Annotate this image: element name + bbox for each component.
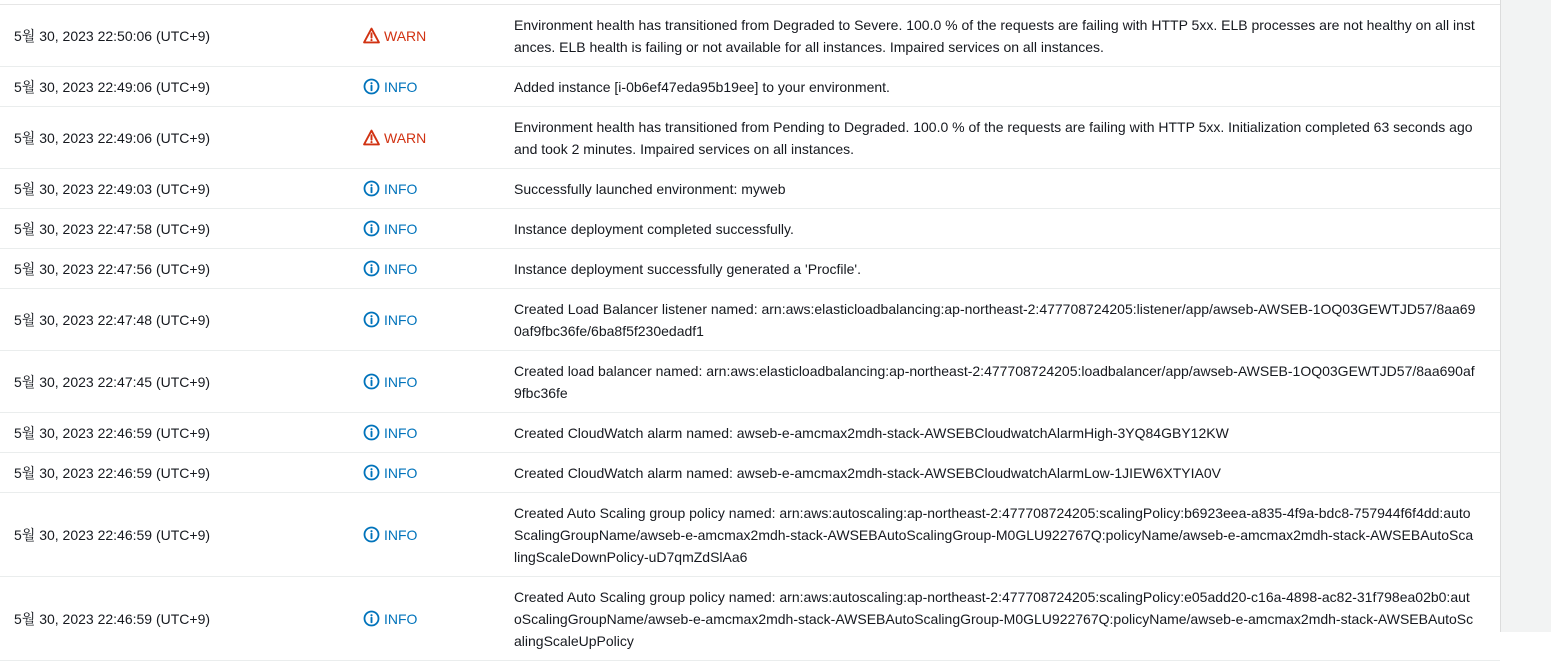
event-type-label: INFO (384, 220, 418, 237)
info-icon (363, 180, 380, 197)
event-type (363, 258, 514, 280)
warning-icon (363, 129, 380, 146)
event-type-label: INFO (384, 464, 418, 481)
event-type (363, 127, 514, 149)
event-details: Created Load Balancer listener named: arn:aws:elasticloadbalancing:ap-northeast-2:477708724205:listener/app/awseb-AWSEB-1OQ03GEWTJD57/8aa690af9fbc36fe/6ba8f5f230edadf1 (514, 300, 1476, 339)
event-row (0, 351, 1500, 413)
event-type-label: INFO (384, 424, 418, 441)
event-time: 5월 30, 2023 22:46:59 (UTC+9) (14, 464, 211, 481)
info-icon (363, 526, 380, 543)
event-time: 5월 30, 2023 22:49:03 (UTC+9) (14, 180, 211, 197)
event-time: 5월 30, 2023 22:46:59 (UTC+9) (14, 610, 211, 627)
event-time: 5월 30, 2023 22:46:59 (UTC+9) (14, 526, 211, 543)
event-details: Instance deployment successfully generated a 'Procfile'. (514, 260, 861, 277)
event-time: 5월 30, 2023 22:46:59 (UTC+9) (14, 424, 211, 441)
event-type-label: INFO (384, 610, 418, 627)
event-type (363, 76, 514, 98)
event-details: Successfully launched environment: myweb (514, 180, 786, 197)
event-details: Instance deployment completed successfully. (514, 220, 794, 237)
event-details: Created Auto Scaling group policy named: arn:aws:autoscaling:ap-northeast-2:477708724205:scalingPolicy:b6923eea-a835-4f9a-bdc8-757944f6f4dd:autoScalingGroupName/awseb-e-amcmax2mdh-stack-AWSEBAutoScalingGroup-M0GLU922767Q:policyName/awseb-e-amcmax2mdh-stack-AWSEBAutoScalingScaleDownPolicy-uD7qmZdSlAa6 (514, 504, 1474, 565)
event-type-label: INFO (384, 526, 418, 543)
event-time: 5월 30, 2023 22:47:58 (UTC+9) (14, 220, 211, 237)
event-type (363, 462, 514, 484)
event-type-label: WARN (384, 129, 427, 146)
event-time: 5월 30, 2023 22:50:06 (UTC+9) (14, 27, 211, 44)
event-row (0, 107, 1500, 169)
event-type (363, 371, 514, 393)
events-table-body (0, 5, 1500, 661)
info-icon (363, 311, 380, 328)
event-type-label: INFO (384, 260, 418, 277)
event-row (0, 453, 1500, 493)
warning-icon (363, 27, 380, 44)
event-time: 5월 30, 2023 22:47:48 (UTC+9) (14, 311, 211, 328)
event-type-label: INFO (384, 78, 418, 95)
event-time: 5월 30, 2023 22:49:06 (UTC+9) (14, 129, 211, 146)
event-details: Created CloudWatch alarm named: awseb-e-amcmax2mdh-stack-AWSEBCloudwatchAlarmLow-1JIEW6XTYIA0V (514, 464, 1221, 481)
event-details: Added instance [i-0b6ef47eda95b19ee] to your environment. (514, 78, 890, 95)
info-icon (363, 260, 380, 277)
event-type (363, 178, 514, 200)
info-icon (363, 424, 380, 441)
event-time: 5월 30, 2023 22:47:56 (UTC+9) (14, 260, 211, 277)
event-type-label: WARN (384, 27, 427, 44)
event-row (0, 249, 1500, 289)
event-type (363, 25, 514, 47)
event-details: Created load balancer named: arn:aws:elasticloadbalancing:ap-northeast-2:477708724205:loadbalancer/app/awseb-AWSEB-1OQ03GEWTJD57/8aa690af9fbc36fe (514, 362, 1475, 401)
event-row (0, 577, 1500, 661)
event-details: Environment health has transitioned from Degraded to Severe. 100.0 % of the requests are failing with HTTP 5xx. ELB processes are not healthy on all instances. ELB health is failing or not available for all instances. Impaired services on all instances. (514, 16, 1475, 55)
event-type (363, 218, 514, 240)
event-time: 5월 30, 2023 22:47:45 (UTC+9) (14, 373, 211, 390)
info-icon (363, 78, 380, 95)
event-type (363, 524, 514, 546)
event-row (0, 209, 1500, 249)
event-row (0, 169, 1500, 209)
info-icon (363, 373, 380, 390)
event-row (0, 67, 1500, 107)
event-time: 5월 30, 2023 22:49:06 (UTC+9) (14, 78, 211, 95)
event-details: Created Auto Scaling group policy named: arn:aws:autoscaling:ap-northeast-2:477708724205:scalingPolicy:e05add20-c16a-4898-ac82-31f798ea02b0:autoScalingGroupName/awseb-e-amcmax2mdh-stack-AWSEBAutoScalingGroup-M0GLU922767Q:policyName/awseb-e-amcmax2mdh-stack-AWSEBAutoScalingScaleUpPolicy (514, 588, 1474, 649)
event-type-label: INFO (384, 373, 418, 390)
event-row (0, 493, 1500, 577)
info-icon (363, 464, 380, 481)
event-type-label: INFO (384, 180, 418, 197)
event-type (363, 309, 514, 331)
page-scrollbar-track[interactable] (1500, 0, 1551, 632)
event-type (363, 422, 514, 444)
event-details: Created CloudWatch alarm named: awseb-e-amcmax2mdh-stack-AWSEBCloudwatchAlarmHigh-3YQ84GBY12KW (514, 424, 1229, 441)
event-details: Environment health has transitioned from Pending to Degraded. 100.0 % of the requests are failing with HTTP 5xx. Initialization completed 63 seconds ago and took 2 minutes. Impaired services on all instances. (514, 118, 1473, 157)
event-row (0, 5, 1500, 67)
event-type (363, 608, 514, 630)
info-icon (363, 610, 380, 627)
event-row (0, 413, 1500, 453)
info-icon (363, 220, 380, 237)
event-row (0, 289, 1500, 351)
event-type-label: INFO (384, 311, 418, 328)
